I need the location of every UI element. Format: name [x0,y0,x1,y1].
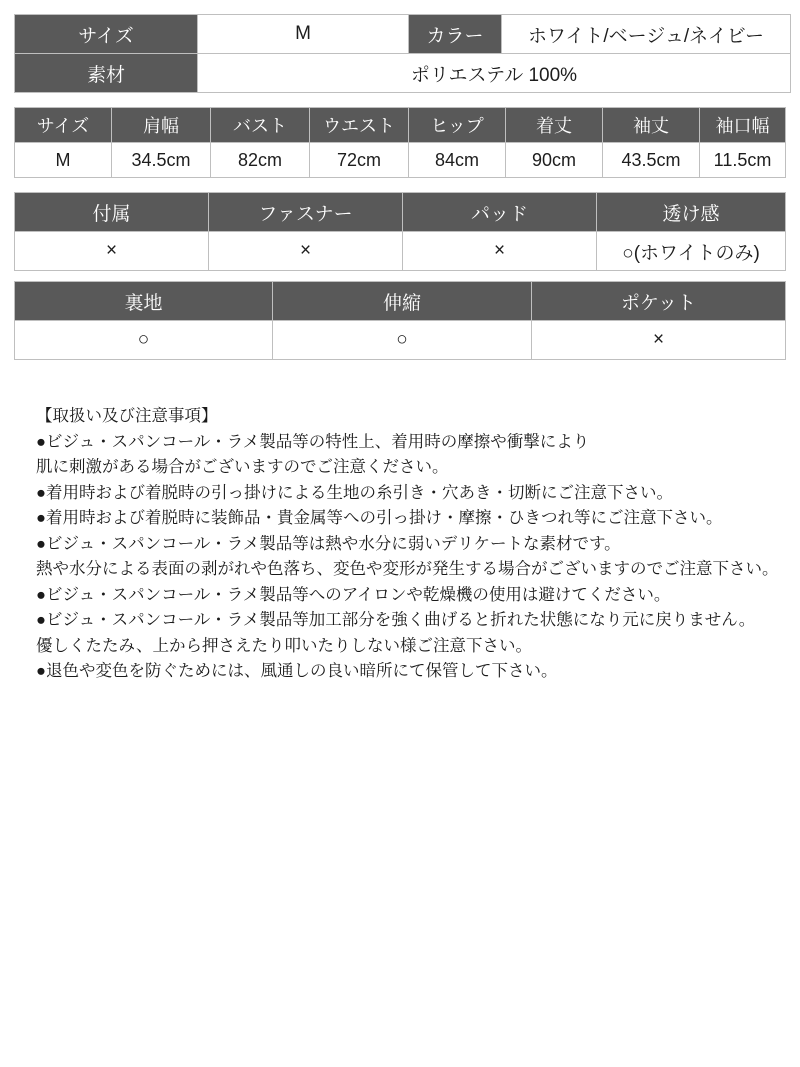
col-header-zipper: ファスナー [209,193,403,232]
cell-waist: 72cm [310,143,409,178]
table-header-row [15,108,786,143]
cell-sheerness: ○(ホワイトのみ) [597,232,786,271]
cell-zipper: × [209,232,403,271]
measurements-table [14,107,786,178]
table-header-row [15,282,786,321]
col-header-size: サイズ [15,108,112,143]
cell-sleeve: 43.5cm [603,143,700,178]
cell-accessory: × [15,232,209,271]
table-row [15,143,786,178]
care-note-line: ●退色や変色を防ぐためには、風通しの良い暗所にて保管して下さい。 [36,662,558,680]
color-label: カラー [409,15,502,54]
col-header-length: 着丈 [506,108,603,143]
care-note-line: 肌に刺激がある場合がございますのでご注意ください。 [36,458,449,476]
spacer [14,178,786,192]
care-note-line: 熱や水分による表面の剥がれや色落ち、変色や変形が発生する場合がございますのでご注意下さい。 [36,560,779,578]
care-note-line: ●ビジュ・スパンコール・ラメ製品等加工部分を強く曲げると折れた状態になり元に戻りません。 [36,611,756,629]
col-header-waist: ウエスト [310,108,409,143]
col-header-pocket: ポケット [532,282,786,321]
cell-pad: × [403,232,597,271]
cell-lining: ○ [15,321,273,360]
table-row [15,321,786,360]
cell-shoulder: 34.5cm [112,143,211,178]
care-note-line: ●着用時および着脱時に装飾品・貴金属等への引っ掛け・摩擦・ひきつれ等にご注意下さい。 [36,509,723,527]
material-label: 素材 [15,54,198,93]
care-note-line: ●ビジュ・スパンコール・ラメ製品等は熱や水分に弱いデリケートな素材です。 [36,534,621,553]
col-header-hip: ヒップ [409,108,506,143]
care-notes-title: 【取扱い及び注意事項】 [36,407,218,425]
care-note-line: ●着用時および着脱時の引っ掛けによる生地の糸引き・穴あき・切断にご注意下さい。 [36,483,673,502]
spacer [14,93,786,107]
features-table-2 [14,281,786,360]
basic-info-table [14,14,791,93]
care-note-line: 優しくたたみ、上から押さえたり叩いたりしない様ご注意下さい。 [36,636,532,655]
size-value: M [198,15,409,54]
col-header-cuff: 袖口幅 [700,108,786,143]
table-row [15,15,791,54]
care-note-line: ●ビジュ・スパンコール・ラメ製品等の特性上、着用時の摩擦や衝撃により [36,432,590,451]
table-row [15,232,786,271]
material-value: ポリエステル 100% [198,54,791,93]
col-header-bust: バスト [211,108,310,143]
table-row [15,54,791,93]
features-table-1 [14,192,786,271]
cell-size: M [15,143,112,178]
col-header-sleeve: 袖丈 [603,108,700,143]
care-notes [14,404,786,685]
cell-hip: 84cm [409,143,506,178]
col-header-sheerness: 透け感 [597,193,786,232]
spacer [14,271,786,281]
size-label: サイズ [15,15,198,54]
col-header-lining: 裏地 [15,282,273,321]
cell-cuff: 11.5cm [700,143,786,178]
col-header-shoulder: 肩幅 [112,108,211,143]
cell-pocket: × [532,321,786,360]
col-header-accessory: 付属 [15,193,209,232]
cell-length: 90cm [506,143,603,178]
col-header-stretch: 伸縮 [273,282,532,321]
color-value: ホワイト/ベージュ/ネイビー [502,15,791,54]
cell-stretch: ○ [273,321,532,360]
cell-bust: 82cm [211,143,310,178]
table-header-row [15,193,786,232]
col-header-pad: パッド [403,193,597,232]
care-note-line: ●ビジュ・スパンコール・ラメ製品等へのアイロンや乾燥機の使用は避けてください。 [36,585,671,604]
